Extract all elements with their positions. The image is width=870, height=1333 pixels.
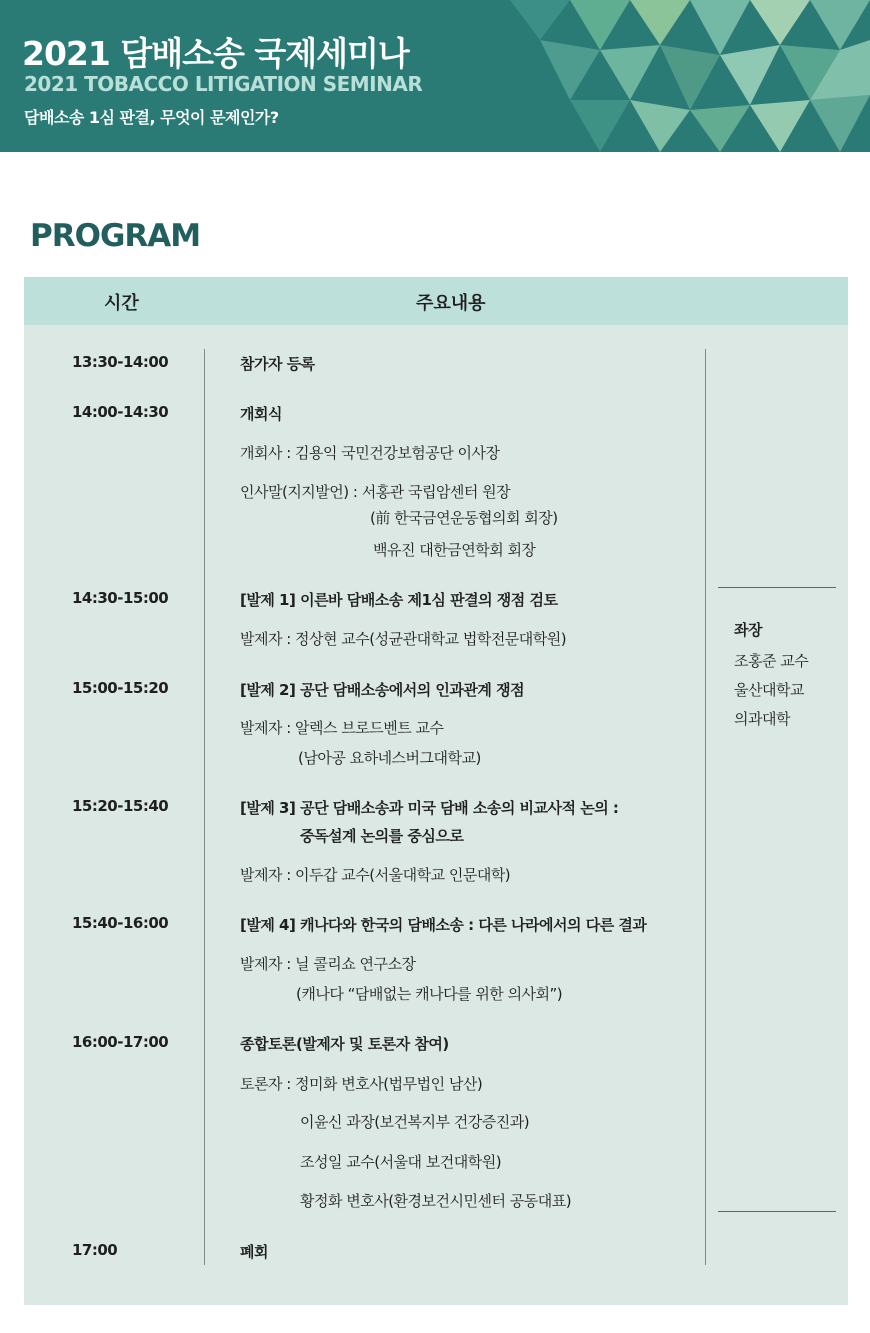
session-detail: 발제자 : 닐 콜리쇼 연구소장 <box>240 955 416 973</box>
header-banner <box>0 0 870 152</box>
session-detail: 인사말(지지발언) : 서홍관 국립암센터 원장 <box>240 483 511 501</box>
session-time: 15:00-15:20 <box>72 679 169 697</box>
session-time: 16:00-17:00 <box>72 1033 169 1051</box>
session-detail: 이윤신 과장(보건복지부 건강증진과) <box>300 1113 530 1131</box>
program-table <box>24 277 848 1305</box>
seminar-title-english: 2021 TOBACCO LITIGATION SEMINAR <box>24 72 423 96</box>
session-detail: (남아공 요하네스버그대학교) <box>298 749 481 767</box>
session-detail: 황정화 변호사(환경보건시민센터 공동대표) <box>300 1192 572 1210</box>
session-title: [발제 4] 캐나다와 한국의 담배소송 : 다른 나라에서의 다른 결과 <box>240 916 647 934</box>
session-title: [발제 1] 이른바 담배소송 제1심 판결의 쟁점 검토 <box>240 591 558 609</box>
session-time: 14:30-15:00 <box>72 589 169 607</box>
session-detail: (캐나다 “담배없는 캐나다를 위한 의사회”) <box>296 985 563 1003</box>
session-title: 개회식 <box>240 405 282 423</box>
chair-label: 좌장 <box>734 621 762 639</box>
seminar-title-korean: 2021 담배소송 국제세미나 <box>22 34 409 73</box>
seminar-subtitle: 담배소송 1심 판결, 무엇이 문제인가? <box>24 108 279 127</box>
session-detail: 개회사 : 김용익 국민건강보험공단 이사장 <box>240 444 500 462</box>
chair-bracket-top <box>718 587 836 588</box>
chair-affiliation: 울산대학교 <box>734 681 804 699</box>
column-header-content: 주요내용 <box>416 293 486 314</box>
chair-name: 조홍준 교수 <box>734 652 809 670</box>
session-title: 종합토론(발제자 및 토론자 참여) <box>240 1035 449 1053</box>
session-time: 17:00 <box>72 1241 118 1259</box>
session-time: 15:20-15:40 <box>72 797 169 815</box>
session-time: 14:00-14:30 <box>72 403 169 421</box>
session-detail: (前 한국금연운동협의회 회장) <box>370 509 558 527</box>
session-title: 참가자 등록 <box>240 355 315 373</box>
session-time: 13:30-14:00 <box>72 353 169 371</box>
chair-bracket-bottom <box>718 1211 836 1212</box>
table-header <box>24 277 848 325</box>
session-time: 15:40-16:00 <box>72 914 169 932</box>
session-title: [발제 2] 공단 담배소송에서의 인과관계 쟁점 <box>240 681 525 699</box>
chair-affiliation: 의과대학 <box>734 710 790 728</box>
program-heading: PROGRAM <box>30 218 201 254</box>
session-title: 폐회 <box>240 1243 268 1261</box>
triangle-pattern-decoration <box>510 0 870 152</box>
chair-column-divider <box>705 349 706 1265</box>
session-detail: 발제자 : 정상현 교수(성균관대학교 법학전문대학원) <box>240 630 567 648</box>
column-header-time: 시간 <box>104 293 139 314</box>
session-detail: 토론자 : 정미화 변호사(법무법인 남산) <box>240 1075 483 1093</box>
session-detail: 백유진 대한금연학회 회장 <box>373 541 536 559</box>
session-detail: 조성일 교수(서울대 보건대학원) <box>300 1153 502 1171</box>
session-title: [발제 3] 공단 담배소송과 미국 담배 소송의 비교사적 논의 : <box>240 799 619 817</box>
session-detail: 발제자 : 알렉스 브로드벤트 교수 <box>240 719 444 737</box>
session-title-continued: 중독설계 논의를 중심으로 <box>300 827 464 845</box>
time-column-divider <box>204 349 205 1265</box>
session-detail: 발제자 : 이두갑 교수(서울대학교 인문대학) <box>240 866 511 884</box>
